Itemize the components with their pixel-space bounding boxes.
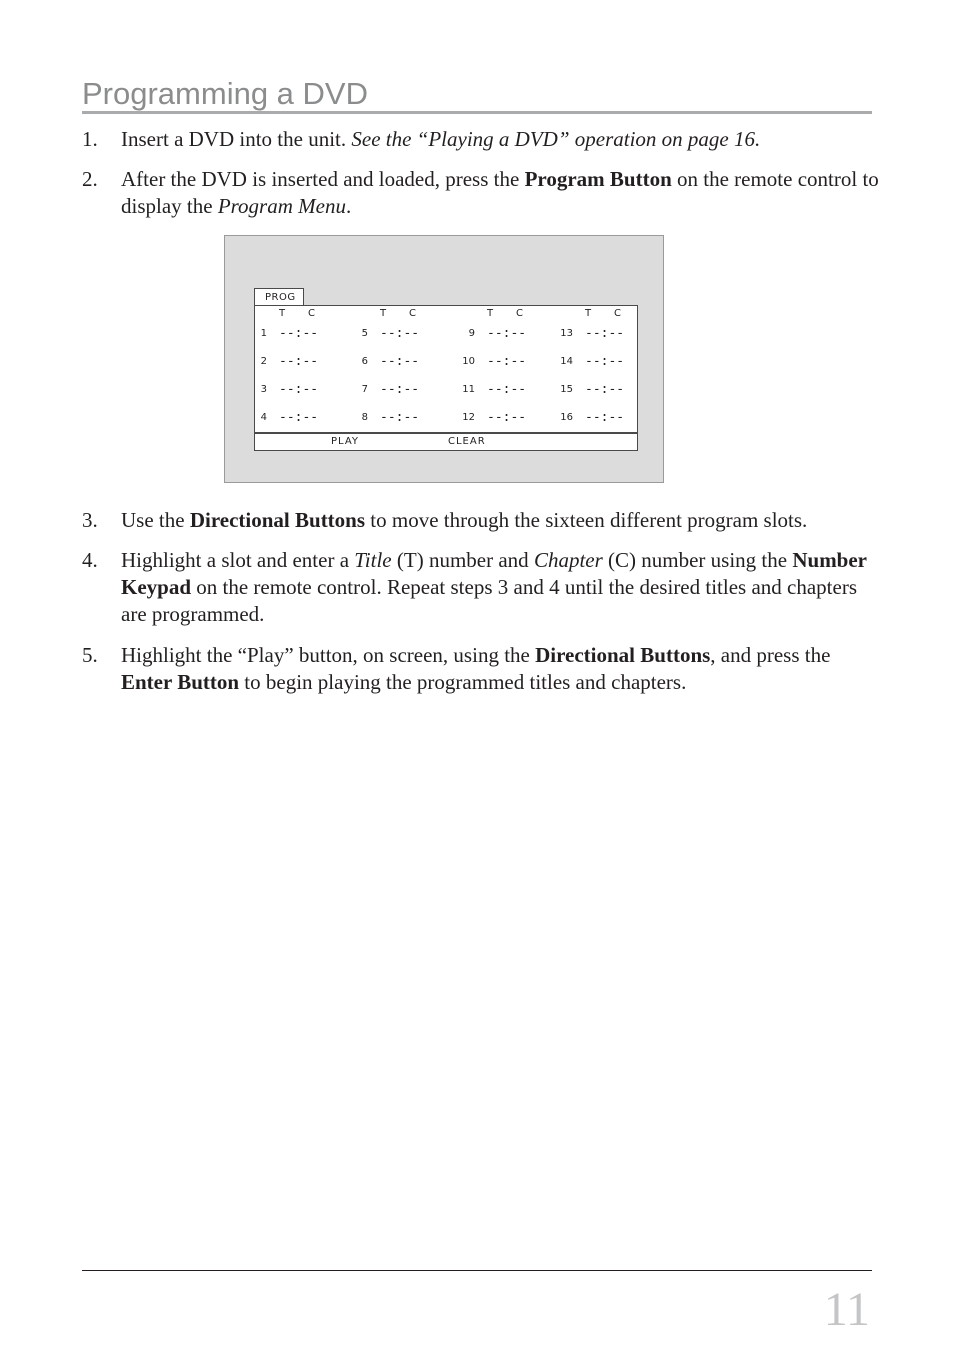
step-text-italic: Chapter bbox=[533, 548, 603, 572]
step-text-part: After the DVD is inserted and loaded, press the bbox=[121, 167, 525, 191]
play-button[interactable]: PLAY bbox=[331, 436, 360, 447]
step-1 bbox=[82, 126, 882, 153]
slot-value[interactable]: --:-- bbox=[487, 326, 527, 341]
col-chapter-header: C bbox=[614, 308, 621, 319]
slot-number: 16 bbox=[560, 412, 573, 423]
slot-value[interactable]: --:-- bbox=[487, 354, 527, 369]
slot-value[interactable]: --:-- bbox=[585, 354, 625, 369]
step-3 bbox=[82, 507, 882, 534]
slot-value[interactable]: --:-- bbox=[279, 354, 319, 369]
step-number: 3. bbox=[82, 508, 98, 532]
step-text-bold: Directional Buttons bbox=[535, 643, 711, 667]
step-text-part: on the remote control to display the bbox=[121, 167, 879, 218]
slot-value[interactable]: --:-- bbox=[487, 382, 527, 397]
prog-tab: PROG bbox=[254, 288, 304, 306]
step-number: 2. bbox=[82, 167, 98, 191]
slot-value[interactable]: --:-- bbox=[279, 382, 319, 397]
step-text bbox=[121, 642, 882, 696]
slot-value[interactable]: --:-- bbox=[585, 410, 625, 425]
step-text-part: Use the bbox=[121, 508, 190, 532]
step-text bbox=[121, 126, 882, 153]
slot-value[interactable]: --:-- bbox=[380, 326, 420, 341]
col-title-header: T bbox=[585, 308, 592, 319]
step-5 bbox=[82, 642, 882, 696]
step-text-italic: Program Menu bbox=[217, 194, 346, 218]
step-text bbox=[121, 547, 882, 628]
slot-number: 5 bbox=[361, 328, 368, 339]
page-title: Programming a DVD bbox=[82, 76, 368, 111]
slot-number: 13 bbox=[560, 328, 573, 339]
slot-value[interactable]: --:-- bbox=[279, 326, 319, 341]
step-text-bold: Program Button bbox=[524, 167, 672, 191]
slot-value[interactable]: --:-- bbox=[585, 382, 625, 397]
step-text-part: Highlight the “Play” button, on screen, using the bbox=[121, 643, 536, 667]
col-chapter-header: C bbox=[409, 308, 416, 319]
step-text bbox=[121, 507, 882, 534]
step-text bbox=[121, 166, 882, 220]
slot-number: 2 bbox=[260, 356, 267, 367]
step-text-part: , and press the bbox=[710, 643, 831, 667]
clear-button[interactable]: CLEAR bbox=[448, 436, 486, 447]
step-text-italic: Title bbox=[354, 548, 392, 572]
slot-number: 10 bbox=[462, 356, 475, 367]
program-slots-panel bbox=[254, 305, 638, 433]
step-number: 4. bbox=[82, 548, 98, 572]
step-text-part: Insert a DVD into the unit. bbox=[121, 127, 352, 151]
slot-value[interactable]: --:-- bbox=[380, 410, 420, 425]
program-action-bar bbox=[254, 433, 638, 451]
slot-value[interactable]: --:-- bbox=[585, 326, 625, 341]
slot-value[interactable]: --:-- bbox=[380, 382, 420, 397]
col-title-header: T bbox=[380, 308, 387, 319]
step-text-part: . bbox=[345, 194, 352, 218]
slot-number: 9 bbox=[468, 328, 475, 339]
slot-number: 1 bbox=[260, 328, 267, 339]
step-number: 5. bbox=[82, 643, 98, 667]
title-divider bbox=[82, 111, 872, 114]
step-2 bbox=[82, 166, 882, 220]
slot-number: 6 bbox=[361, 356, 368, 367]
col-title-header: T bbox=[487, 308, 494, 319]
step-text-part: (C) number using the bbox=[602, 548, 793, 572]
slot-number: 14 bbox=[560, 356, 573, 367]
slot-number: 3 bbox=[260, 384, 267, 395]
step-text-italic: See the “Playing a DVD” operation on page 16. bbox=[351, 127, 761, 151]
slot-number: 8 bbox=[361, 412, 368, 423]
step-4 bbox=[82, 547, 882, 628]
slot-value[interactable]: --:-- bbox=[487, 410, 527, 425]
footer-divider bbox=[82, 1270, 872, 1271]
program-menu-screen bbox=[224, 235, 664, 483]
step-text-part: to begin playing the programmed titles and chapters. bbox=[239, 670, 687, 694]
slot-value[interactable]: --:-- bbox=[380, 354, 420, 369]
step-text-bold: Number Keypad bbox=[121, 548, 867, 599]
step-text-part: to move through the sixteen different program slots. bbox=[365, 508, 808, 532]
slot-number: 7 bbox=[361, 384, 368, 395]
slot-number: 15 bbox=[560, 384, 573, 395]
slot-value[interactable]: --:-- bbox=[279, 410, 319, 425]
col-title-header: T bbox=[279, 308, 286, 319]
slot-number: 12 bbox=[462, 412, 475, 423]
slot-number: 11 bbox=[462, 384, 475, 395]
step-number: 1. bbox=[82, 127, 98, 151]
col-chapter-header: C bbox=[308, 308, 315, 319]
step-text-bold: Enter Button bbox=[121, 670, 240, 694]
step-text-part: Highlight a slot and enter a bbox=[121, 548, 355, 572]
slot-number: 4 bbox=[260, 412, 267, 423]
col-chapter-header: C bbox=[516, 308, 523, 319]
step-text-part: (T) number and bbox=[391, 548, 534, 572]
step-text-bold: Directional Buttons bbox=[189, 508, 366, 532]
step-text-part: on the remote control. Repeat steps 3 and 4 until the desired titles and chapters are programmed. bbox=[121, 575, 857, 626]
page-number: 11 bbox=[823, 1283, 870, 1336]
